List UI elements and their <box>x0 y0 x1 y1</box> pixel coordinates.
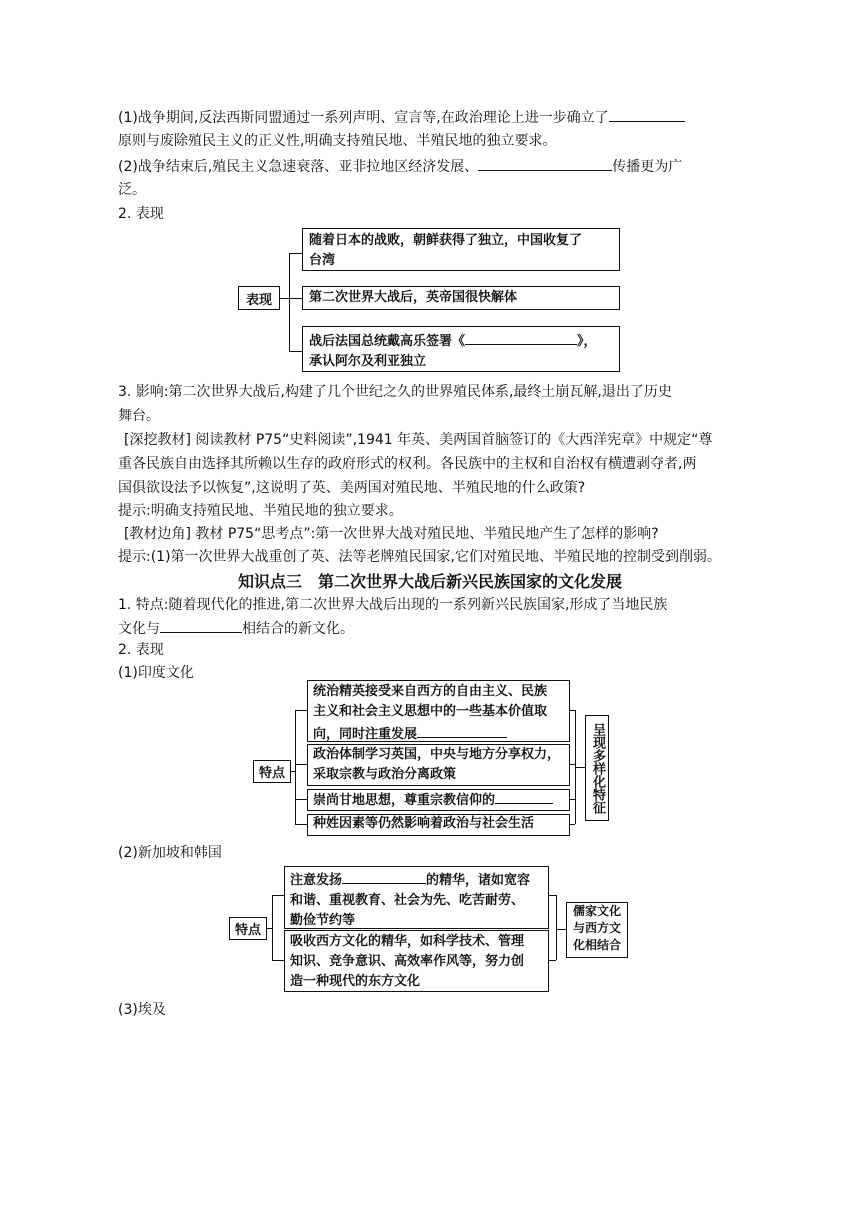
text: 传播更为广 <box>612 159 683 175</box>
paragraph-line: 提示:(1)第一次世界大战重创了英、法等老牌殖民国家,它们对殖民地、半殖民地的控制受到削弱。 <box>118 549 721 565</box>
box-line: 政治体制学习英国，中央与地方分享权力， <box>313 747 561 762</box>
connector <box>575 767 585 768</box>
connector <box>556 895 557 960</box>
text: 文化与 <box>118 621 160 637</box>
section-label: (1)印度文化 <box>118 665 194 681</box>
connector <box>272 895 273 960</box>
paragraph-line <box>118 106 685 130</box>
paragraph-line: 3. 影响:第二次世界大战后,构建了几个世纪之久的世界殖民体系,最终土崩瓦解,退出了历史 <box>118 384 672 400</box>
connector <box>289 298 302 299</box>
paragraph-line <box>118 155 682 179</box>
text: 的精华，诸如宽容 <box>426 873 531 888</box>
diagram-label: 特点 <box>253 760 291 783</box>
box-line <box>313 722 564 745</box>
box-line: 主义和社会主义思想中的一些基本价值取 <box>313 704 548 719</box>
diagram-box <box>302 228 620 271</box>
diagram-box <box>307 680 570 742</box>
fill-blank[interactable] <box>478 155 612 171</box>
connector <box>295 710 307 711</box>
text: 崇尚甘地思想，尊重宗教信仰的 <box>313 793 496 808</box>
box-line: 吸收西方文化的精华，如科学技术、管理 <box>290 934 525 949</box>
text: 向，同时注重发展 <box>313 727 418 742</box>
section-heading: 知识点三 第二次世界大战后新兴民族国家的文化发展 <box>237 572 622 591</box>
summary-box: 呈现多样化特征 <box>585 715 609 821</box>
connector <box>289 253 302 254</box>
text: 相结合的新文化。 <box>242 621 354 637</box>
box-line: 与西方文 <box>572 921 621 935</box>
box-line: 和谐、重视教育、社会为先、吃苦耐劳、 <box>290 893 525 908</box>
box-line <box>290 868 543 891</box>
connector <box>570 710 575 711</box>
box-line: 承认阿尔及利亚独立 <box>309 354 427 369</box>
text: 》， <box>577 334 597 349</box>
connector <box>289 253 290 351</box>
box-line: 化相结合 <box>572 938 621 952</box>
paragraph-line: 舞台。 <box>118 408 160 424</box>
diagram-box <box>302 326 620 372</box>
box-line: 台湾 <box>309 253 336 268</box>
box-line <box>309 329 613 352</box>
paragraph-line: [深挖教材] 阅读教材 P75“史料阅读”,1941 年英、美两国首脑签订的《大西洋宪章》中规定“尊 <box>124 432 713 448</box>
text: (1)战争期间,反法西斯同盟通过一系列声明、宣言等,在政治理论上进一步确立了 <box>118 110 609 126</box>
text: 战后法国总统戴高乐签署《 <box>309 334 466 349</box>
box-line: 儒家文化 <box>572 904 621 918</box>
box-line: 知识、竞争意识、高效率作风等，努力创 <box>290 954 525 969</box>
connector <box>272 960 284 961</box>
box-line: 勤俭节约等 <box>290 913 356 928</box>
connector <box>570 764 575 765</box>
connector <box>289 351 302 352</box>
connector <box>549 960 556 961</box>
section-label: 2. 表现 <box>118 206 164 222</box>
diagram-box <box>307 744 570 786</box>
connector <box>570 799 575 800</box>
box-line: 采取宗教与政治分离政策 <box>313 767 457 782</box>
paragraph-line: 重各民族自由选择其所赖以生存的政府形式的权利。各民族中的主权和自治权有横遭剥夺者,两 <box>118 456 697 472</box>
paragraph-line <box>118 617 354 641</box>
paragraph-line: [教材边角] 教材 P75“思考点”:第一次世界大战对殖民地、半殖民地产生了怎样的影响? <box>124 526 659 542</box>
summary-box <box>566 902 628 958</box>
paragraph-line: 国俱欲设法予以恢复”,这说明了英、美两国对殖民地、半殖民地的什么政策? <box>118 480 586 496</box>
connector <box>295 710 296 824</box>
connector <box>272 895 284 896</box>
text: 注意发扬 <box>290 873 343 888</box>
connector <box>295 764 307 765</box>
connector <box>570 824 575 825</box>
diagram-box: 种姓因素等仍然影响着政治与社会生活 <box>307 814 570 836</box>
fill-blank[interactable] <box>417 722 507 738</box>
connector <box>556 929 566 930</box>
fill-blank[interactable] <box>495 790 553 804</box>
paragraph-line: 泛。 <box>118 182 146 198</box>
fill-blank[interactable] <box>465 329 577 345</box>
box-line: 统治精英接受来自西方的自由主义、民族 <box>313 684 548 699</box>
section-label: (3)埃及 <box>118 1002 166 1018</box>
box-line: 造一种现代的东方文化 <box>290 974 421 989</box>
paragraph-line: 1. 特点:随着现代化的推进,第二次世界大战后出现的一系列新兴民族国家,形成了当地民族 <box>118 597 668 613</box>
connector <box>295 799 307 800</box>
diagram-label: 表现 <box>238 286 280 310</box>
diagram-box <box>284 866 549 929</box>
fill-blank[interactable] <box>160 617 242 633</box>
box-line: 随着日本的战败，朝鲜获得了独立，中国收复了 <box>309 233 583 248</box>
connector <box>549 895 556 896</box>
section-label: 2. 表现 <box>118 642 164 658</box>
paragraph-line: 原则与废除殖民主义的正义性,明确支持殖民地、半殖民地的独立要求。 <box>118 133 557 149</box>
connector <box>295 824 307 825</box>
fill-blank[interactable] <box>609 106 685 122</box>
fill-blank[interactable] <box>342 868 426 884</box>
diagram-box: 第二次世界大战后，英帝国很快解体 <box>302 286 620 310</box>
text: (2)战争结束后,殖民主义急速衰落、亚非拉地区经济发展、 <box>118 159 479 175</box>
diagram-label: 特点 <box>229 917 267 940</box>
paragraph-line: 提示:明确支持殖民地、半殖民地的独立要求。 <box>118 503 403 519</box>
diagram-box <box>307 789 570 811</box>
connector <box>280 298 289 299</box>
diagram-box <box>284 930 549 992</box>
section-label: (2)新加坡和韩国 <box>118 845 222 861</box>
